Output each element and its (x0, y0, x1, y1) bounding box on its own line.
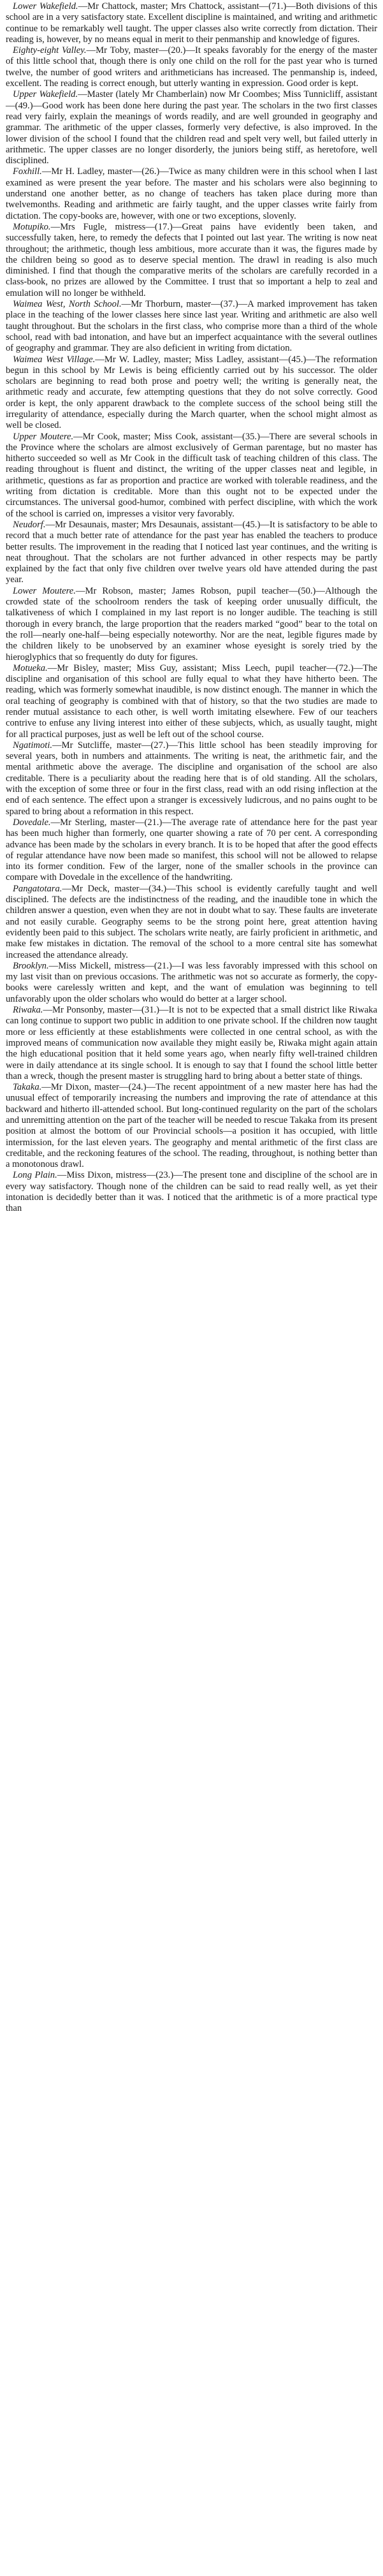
report-paragraph (6, 45, 377, 89)
school-name: Takaka. (13, 1082, 42, 1093)
report-paragraph (6, 299, 377, 354)
report-paragraph (6, 432, 377, 520)
school-name: Motupiko. (13, 221, 51, 232)
school-report (6, 1082, 377, 1170)
school-name: Lower Moutere. (13, 585, 76, 596)
school-name: Foxhill. (13, 166, 42, 177)
report-paragraph (6, 222, 377, 299)
report-paragraph (6, 89, 377, 166)
report-column (0, 0, 383, 1215)
school-name: Pangatotara. (13, 883, 62, 894)
report-paragraph (6, 1005, 377, 1082)
report-text: —Mr Desaunais, master; Mrs Desaunais, assistant—(45.)—It is satisfactory to be able to record that a much better rate of attendance for the past year has enabled the teachers to produce better results. The improvement in the reading that I noticed last year continues, and the writing is neat throughout. That the scholars are not further advanced in other respects may be partly explained by the fact that only five children over twelve years old have attended during the past year. (6, 519, 377, 585)
school-report (6, 1, 377, 45)
report-text: —Mr Cook, master; Miss Cook, assistant—(35.)—There are several schools in the Province where the scholars are almost exclusively of German parentage, but no master has hitherto succeeded so well as Mr Cook in the difficult task of teaching children of this class. The reading throughout is fluent and distinct, the writing of the upper classes neat and legible, in arithmetic, questions as far as proportion and practice are worked with tolerable readiness, and the writing from dictation is creditable. More than this ought not to be expected under the circumstances. The universal good-humor, combined with perfect discipline, with which the work of the school is carried on, impresses a visitor very favorably. (6, 431, 378, 519)
report-text: —Mrs Fugle, mistress—(17.)—Great pains have evidently been taken, and successfully taken, here, to remedy the defects that I pointed out last year. The writing is now neat throughout; the arithmetic, though less ambitious, more accurate than it was, the figures made by the children being so good as to deserve special mention. The drawl in reading is also much diminished. I find that though the comparative merits of the scholars are carefully recorded in a class-book, no prizes are allowed by the Committee. I trust that so important a help to zeal and emulation will no longer be withheld. (6, 221, 377, 298)
school-name: Upper Wakefield. (13, 89, 78, 100)
report-text: —Mr Sterling, master—(21.)—The average rate of attendance here for the past year has been much higher than formerly, one quarter showing a rate of 70 per cent. A corresponding advance has been made by the scholars in every branch. It is to be hoped that after the good effects of regular attendance have now been made so manifest, this school will not be allowed to relapse into its former condition. Few of the larger, none of the smaller schools in the province can compare with Dovedale in the excellence of the handwriting. (6, 817, 377, 883)
report-text: —Miss Mickell, mistress—(21.)—I was less favorably impressed with this school on my last visit than on previous occasions. The arithmetic was not so accurate as formerly, the copy-books were carelessly written and kept, and the want of emulation was beginning to tell unfavorably upon the older scholars who would do better at a larger school. (6, 960, 377, 1004)
school-name: Lower Wakefield. (13, 1, 78, 11)
report-text: —Mr Robson, master; James Robson, pupil teacher—(50.)—Although the crowded state of the schoolroom renders the task of keeping order unusually difficult, the talkativeness of which I complained in my last report is no longer audible. The teaching is still thorough in every branch, the large proportion that the readers marked “good” bear to the total on the roll—nearly one-half—being especially noteworthy. Nor are the neat, legible figures made by the children likely to be unobserved by an examiner whose eyesight is sorely tried by the hieroglyphics that so frequently do duty for figures. (6, 585, 378, 662)
school-name: Riwaka. (13, 1005, 43, 1016)
school-report (6, 740, 377, 817)
school-name: Waimea West, North School. (13, 299, 122, 310)
report-paragraph (6, 740, 377, 817)
report-paragraph (6, 520, 377, 586)
school-report (6, 432, 377, 520)
school-report (6, 222, 377, 299)
school-report (6, 299, 377, 354)
report-text: —Mr Deck, master—(34.)—This school is evidently carefully taught and well disciplined. The defects are the indistinctness of the reading, and the inaudible tone in which the children answer a question, even when they are not in doubt what to say. These faults are inveterate and not easily curable. Geography seems to be the strong point here, great attention having evidently been paid to this subject. The scholars write neatly, are fairly proficient in arithmetic, and make few mistakes in dictation. The removal of the school to a more central site has somewhat increased the attendance already. (6, 883, 377, 960)
school-report (6, 1005, 377, 1082)
school-name: Brooklyn. (13, 960, 49, 971)
school-name: Dovedale. (13, 817, 51, 828)
school-name: Motueka. (13, 662, 48, 673)
school-name: Long Plain. (13, 1170, 57, 1181)
report-paragraph (6, 1082, 377, 1170)
school-report (6, 355, 377, 432)
school-report (6, 961, 377, 1005)
report-text: —Miss Dixon, mistress—(23.)—The present tone and discipline of the school are in every way satisfactory. Though none of the children can be said to read really well, as yet their intonation is decidedly better than it was. I noticed that the arithmetic is of a more practical type than (6, 1170, 378, 1214)
report-text: —Mr Chattock, master; Mrs Chattock, assistant—(71.)—Both divisions of this school are in a very satisfactory state. Excellent discipline is maintained, and writing and arithmetic continue to be remarkably well taught. The upper classes also write correctly from dictation. Their reading is, however, by no means equal in merit to their penmanship and knowledge of figures. (6, 1, 377, 45)
report-text: —Master (lately Mr Chamberlain) now Mr Coombes; Miss Tunnicliff, assistant—(49.)—Good work has been done here during the past year. The scholars in the two first classes read very fairly, explain the meanings of words readily, and are well grounded in geography and grammar. The arithmetic of the upper classes, formerly very defective, is also improved. In the lower division of the school I found that the children read and spelt very well, but failed utterly in arithmetic. The upper classes are no longer disorderly, the juniors being stiff, as heretofore, well disciplined. (6, 89, 378, 166)
report-paragraph (6, 817, 377, 884)
report-text: —Mr Dixon, master—(24.)—The recent appointment of a new master here has had the unusual effect of temporarily increasing the numbers and improving the rate of attendance at this backward and hitherto ill-attended school. But long-continued regularity on the part of the scholars and unremitting attention on the part of the teacher will be needed to rescue Takaka from its present position at almost the bottom of our Provincial schools—a position it has occupied, with little intermission, for the last eleven years. The geography and mental arithmetic of the first class are creditable, and the reckoning features of the school. The reading, throughout, is nothing better than a monotonous drawl. (6, 1082, 377, 1170)
school-report (6, 817, 377, 884)
school-name: Ngatimoti. (13, 740, 53, 750)
school-report (6, 166, 377, 221)
school-name: Eighty-eight Valley. (13, 45, 87, 56)
school-report (6, 520, 377, 586)
report-text: —Mr Toby, master—(20.)—It speaks favorably for the energy of the master of this little school that, though there is only one child on the roll for the past year who is turned twelve, the number of good writers and arithmeticians has increased. The penmanship is, indeed, excellent. The reading is correct enough, but utterly wanting in expression. Good order is kept. (6, 45, 377, 89)
report-paragraph (6, 1170, 377, 1214)
report-paragraph (6, 355, 377, 432)
report-text: —Mr Thorburn, master—(37.)—A marked improvement has taken place in the teaching of the lower classes here since last year. Writing and arithmetic are also well taught throughout. But the scholars in the first class, who comprise more than a third of the whole school, read with bad intonation, and have but an imperfect acquaintance with the several outlines of geography and grammar. They are also deficient in writing from dictation. (6, 299, 377, 354)
report-text: —Mr Ponsonby, master—(31.)—It is not to be expected that a small district like Riwaka can long continue to support two public in addition to one private school. If the children now taught more or less efficiently at these establishments were collected in one central school, as with the improved means of communication now available they might easily be, Riwaka might again attain the high educational position that it held some years ago, when nearly fifty well-trained children were in daily attendance at its single school. It is enough to say that I found the school little better than a wreck, though the present master is struggling hard to bring about a better state of things. (6, 1005, 377, 1081)
school-report (6, 1170, 377, 1214)
report-paragraph (6, 961, 377, 1005)
report-text: —Mr W. Ladley, master; Miss Ladley, assistant—(45.)—The reformation begun in this school by Mr Lewis is being efficiently carried out by his successor. The older scholars are beginning to read both prose and poetry well; the writing is generally neat, the arithmetic ready and accurate, few attempting questions that they do not solve correctly. Good order is kept, the only apparent drawback to the complete success of the school being still the irregularity of attendance, especially during the March quarter, when the school might almost as well be closed. (6, 354, 377, 431)
school-name: Neudorf. (13, 519, 46, 530)
report-text: —Mr Sutcliffe, master—(27.)—This little school has been steadily improving for several years, both in numbers and attainments. The writing is neat, the arithmetic fair, and the mental arithmetic above the average. The discipline and organisation of the school are also creditable. There is a peculiarity about the reading here that is of old standing. All the scholars, with the exception of some three or four in the first class, read with an odd rising inflection at the end of each sentence. The effect upon a stranger is excessively ludicrous, and no pains ought to be spared to bring about a reformation in this respect. (6, 740, 377, 817)
school-name: Waimea West Village. (13, 354, 96, 365)
report-paragraph (6, 663, 377, 740)
report-text: —Mr H. Ladley, master—(26.)—Twice as many children were in this school when I last examined as were present the year before. The master and his scholars were also beginning to understand one another better, as no change of teachers has taken place during more than twelvemonths. Reading and arithmetic are fairly taught, and the upper classes write fairly from dictation. The copy-books are, however, with one or two exceptions, slovenly. (6, 166, 377, 221)
school-report (6, 586, 377, 663)
report-text: —Mr Bisley, master; Miss Guy, assistant; Miss Leech, pupil teacher—(72.)—The discipline and organisation of this school are fully equal to what they have hitherto been. The reading, which was formerly somewhat inaudible, is now distinct enough. The manner in which the oral teaching of geography is combined with that of history, so that the two studies are made to render mutual assistance to each other, is well worth imitating elsewhere. Few of our teachers contrive to enfuse any living interest into either of these subjects, which, as usually taught, might for all practical purposes, just as well be left out of the school course. (6, 662, 377, 740)
school-report (6, 884, 377, 961)
report-paragraph (6, 884, 377, 961)
school-name: Upper Moutere. (13, 431, 74, 442)
report-paragraph (6, 1, 377, 45)
school-report (6, 663, 377, 740)
report-paragraph (6, 166, 377, 221)
report-paragraph (6, 586, 377, 663)
school-report (6, 45, 377, 89)
school-report (6, 89, 377, 166)
